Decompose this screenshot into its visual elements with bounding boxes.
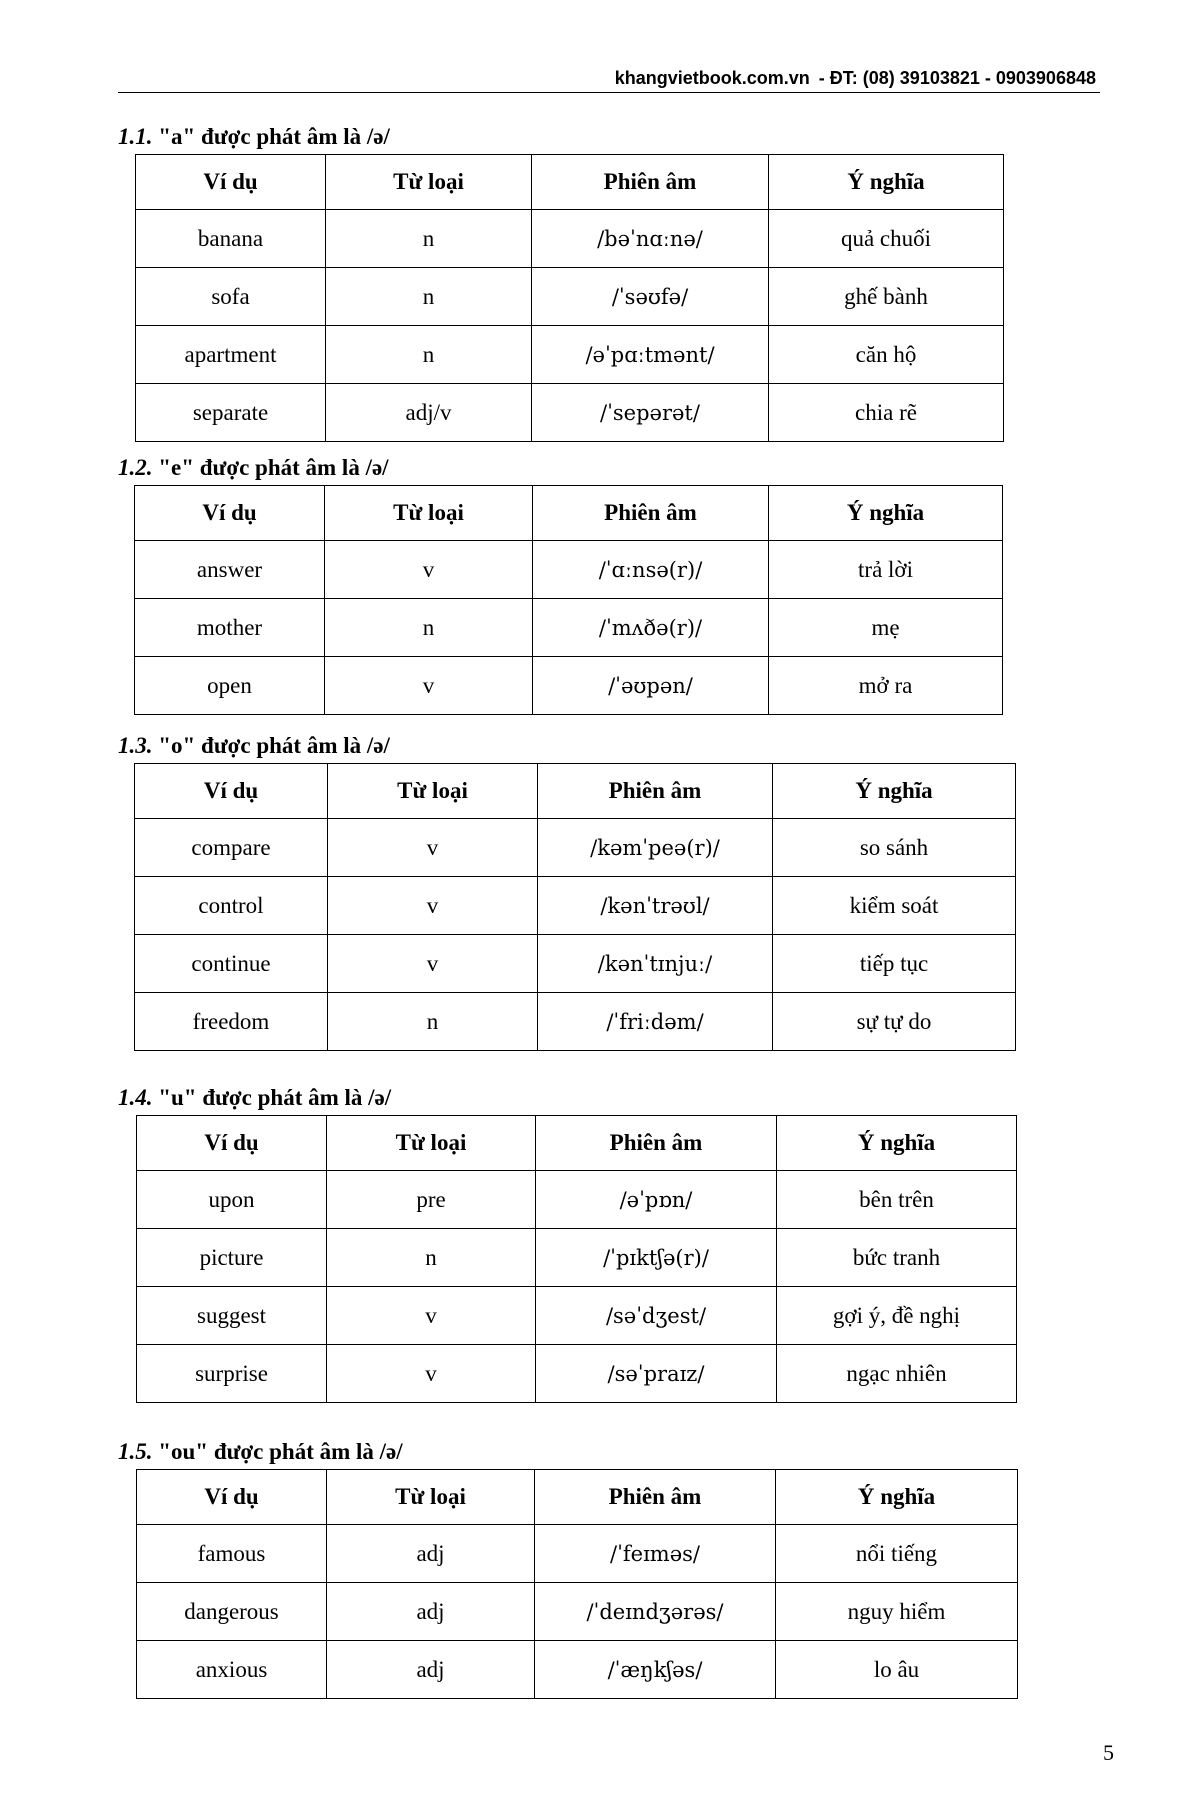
section-title — [118, 1081, 1018, 1115]
word-type-cell: n — [326, 210, 532, 268]
word-type-cell: n — [325, 599, 533, 657]
column-header: Ví dụ — [135, 486, 325, 541]
phonetic-cell: /ˈsəʊfə/ — [532, 268, 769, 326]
meaning-cell: kiểm soát — [773, 877, 1016, 935]
section-5 — [118, 1435, 1018, 1699]
section-heading-text: "o" được phát âm là /ə/ — [152, 733, 390, 758]
phonetic-cell: /ˈsepərət/ — [532, 384, 769, 442]
column-header: Ví dụ — [136, 155, 326, 210]
column-header: Từ loại — [326, 155, 532, 210]
table-row — [137, 1641, 1018, 1699]
example-word-cell: mother — [135, 599, 325, 657]
table-row — [137, 1171, 1017, 1229]
section-1 — [118, 120, 1018, 442]
section-number: 1.1. — [118, 124, 153, 149]
phonetic-cell: /ˈmʌðə(r)/ — [533, 599, 769, 657]
meaning-cell: gợi ý, đề nghị — [777, 1287, 1017, 1345]
meaning-cell: bên trên — [777, 1171, 1017, 1229]
meaning-cell: chia rẽ — [769, 384, 1004, 442]
meaning-cell: tiếp tục — [773, 935, 1016, 993]
column-header: Ý nghĩa — [769, 155, 1004, 210]
example-word-cell: apartment — [136, 326, 326, 384]
example-word-cell: picture — [137, 1229, 327, 1287]
column-header: Từ loại — [327, 1116, 536, 1171]
column-header: Ví dụ — [135, 764, 328, 819]
phonetic-cell: /ˈdeɪndʒərəs/ — [535, 1583, 776, 1641]
meaning-cell: lo âu — [776, 1641, 1018, 1699]
table-row — [137, 1525, 1018, 1583]
table-header-row — [137, 1116, 1017, 1171]
column-header: Phiên âm — [536, 1116, 777, 1171]
vocab-table — [136, 1115, 1017, 1403]
example-word-cell: surprise — [137, 1345, 327, 1403]
word-type-cell: v — [325, 541, 533, 599]
word-type-cell: n — [326, 268, 532, 326]
table-row — [135, 877, 1016, 935]
example-word-cell: freedom — [135, 993, 328, 1051]
vocab-table — [135, 154, 1004, 442]
meaning-cell: nguy hiểm — [776, 1583, 1018, 1641]
table-header-row — [136, 155, 1004, 210]
section-title — [118, 120, 1018, 154]
example-word-cell: banana — [136, 210, 326, 268]
phonetic-cell: /səˈdʒest/ — [536, 1287, 777, 1345]
vocab-table — [134, 763, 1016, 1051]
section-heading-text: "ou" được phát âm là /ə/ — [152, 1439, 403, 1464]
word-type-cell: v — [325, 657, 533, 715]
phonetic-cell: /əˈpɑːtmənt/ — [532, 326, 769, 384]
meaning-cell: ghế bành — [769, 268, 1004, 326]
word-type-cell: n — [326, 326, 532, 384]
section-heading-text: "u" được phát âm là /ə/ — [152, 1085, 392, 1110]
table-row — [137, 1287, 1017, 1345]
section-4 — [118, 1081, 1018, 1403]
phonetic-cell: /ˈəʊpən/ — [533, 657, 769, 715]
word-type-cell: adj — [327, 1641, 535, 1699]
phonetic-cell: /bəˈnɑːnə/ — [532, 210, 769, 268]
word-type-cell: n — [327, 1229, 536, 1287]
table-row — [136, 210, 1004, 268]
section-number: 1.3. — [118, 733, 153, 758]
section-number: 1.5. — [118, 1439, 153, 1464]
header-site: khangvietbook.com.vn — [614, 68, 810, 88]
column-header: Ý nghĩa — [769, 486, 1003, 541]
column-header: Phiên âm — [532, 155, 769, 210]
phonetic-cell: /ˈæŋkʃəs/ — [535, 1641, 776, 1699]
page-number: 5 — [1103, 1740, 1114, 1765]
header-contact: - ĐT: (08) 39103821 - 0903906848 — [813, 68, 1096, 88]
example-word-cell: separate — [136, 384, 326, 442]
column-header: Ý nghĩa — [777, 1116, 1017, 1171]
meaning-cell: trả lời — [769, 541, 1003, 599]
table-row — [137, 1345, 1017, 1403]
table-row — [135, 819, 1016, 877]
phonetic-cell: /kəmˈpeə(r)/ — [538, 819, 773, 877]
column-header: Từ loại — [328, 764, 538, 819]
phonetic-cell: /kənˈtrəʊl/ — [538, 877, 773, 935]
example-word-cell: suggest — [137, 1287, 327, 1345]
vocab-table — [136, 1469, 1018, 1699]
column-header: Từ loại — [325, 486, 533, 541]
word-type-cell: adj — [327, 1525, 535, 1583]
example-word-cell: dangerous — [137, 1583, 327, 1641]
column-header: Từ loại — [327, 1470, 535, 1525]
section-3 — [118, 729, 1018, 1051]
phonetic-cell: /ˈfriːdəm/ — [538, 993, 773, 1051]
example-word-cell: continue — [135, 935, 328, 993]
section-heading-text: "a" được phát âm là /ə/ — [152, 124, 390, 149]
column-header: Phiên âm — [538, 764, 773, 819]
table-row — [135, 541, 1003, 599]
meaning-cell: ngạc nhiên — [777, 1345, 1017, 1403]
example-word-cell: famous — [137, 1525, 327, 1583]
phonetic-cell: /kənˈtɪnjuː/ — [538, 935, 773, 993]
column-header: Ý nghĩa — [773, 764, 1016, 819]
section-title — [118, 729, 1018, 763]
meaning-cell: sự tự do — [773, 993, 1016, 1051]
word-type-cell: adj — [327, 1583, 535, 1641]
example-word-cell: compare — [135, 819, 328, 877]
example-word-cell: upon — [137, 1171, 327, 1229]
meaning-cell: bức tranh — [777, 1229, 1017, 1287]
column-header: Ý nghĩa — [776, 1470, 1018, 1525]
table-row — [137, 1229, 1017, 1287]
example-word-cell: control — [135, 877, 328, 935]
section-number: 1.4. — [118, 1085, 153, 1110]
table-row — [136, 268, 1004, 326]
table-header-row — [135, 486, 1003, 541]
phonetic-cell: /ˈɑːnsə(r)/ — [533, 541, 769, 599]
table-row — [137, 1583, 1018, 1641]
column-header: Phiên âm — [535, 1470, 776, 1525]
section-heading-text: "e" được phát âm là /ə/ — [152, 455, 389, 480]
page-header — [118, 66, 1100, 93]
example-word-cell: sofa — [136, 268, 326, 326]
word-type-cell: v — [328, 819, 538, 877]
column-header: Ví dụ — [137, 1116, 327, 1171]
section-title — [118, 451, 1018, 485]
example-word-cell: answer — [135, 541, 325, 599]
word-type-cell: v — [328, 935, 538, 993]
section-2 — [118, 451, 1018, 715]
word-type-cell: pre — [327, 1171, 536, 1229]
meaning-cell: căn hộ — [769, 326, 1004, 384]
column-header: Ví dụ — [137, 1470, 327, 1525]
meaning-cell: quả chuối — [769, 210, 1004, 268]
phonetic-cell: /ˈpɪktʃə(r)/ — [536, 1229, 777, 1287]
phonetic-cell: /ˈfeɪməs/ — [535, 1525, 776, 1583]
table-header-row — [135, 764, 1016, 819]
column-header: Phiên âm — [533, 486, 769, 541]
word-type-cell: v — [328, 877, 538, 935]
table-row — [135, 993, 1016, 1051]
word-type-cell: adj/v — [326, 384, 532, 442]
meaning-cell: so sánh — [773, 819, 1016, 877]
meaning-cell: mẹ — [769, 599, 1003, 657]
vocab-table — [134, 485, 1003, 715]
table-row — [135, 657, 1003, 715]
meaning-cell: mở ra — [769, 657, 1003, 715]
example-word-cell: open — [135, 657, 325, 715]
table-header-row — [137, 1470, 1018, 1525]
word-type-cell: v — [327, 1345, 536, 1403]
section-title — [118, 1435, 1018, 1469]
word-type-cell: v — [327, 1287, 536, 1345]
table-row — [136, 326, 1004, 384]
section-number: 1.2. — [118, 455, 153, 480]
table-row — [136, 384, 1004, 442]
phonetic-cell: /əˈpɒn/ — [536, 1171, 777, 1229]
table-row — [135, 599, 1003, 657]
example-word-cell: anxious — [137, 1641, 327, 1699]
meaning-cell: nổi tiếng — [776, 1525, 1018, 1583]
table-row — [135, 935, 1016, 993]
word-type-cell: n — [328, 993, 538, 1051]
phonetic-cell: /səˈpraɪz/ — [536, 1345, 777, 1403]
